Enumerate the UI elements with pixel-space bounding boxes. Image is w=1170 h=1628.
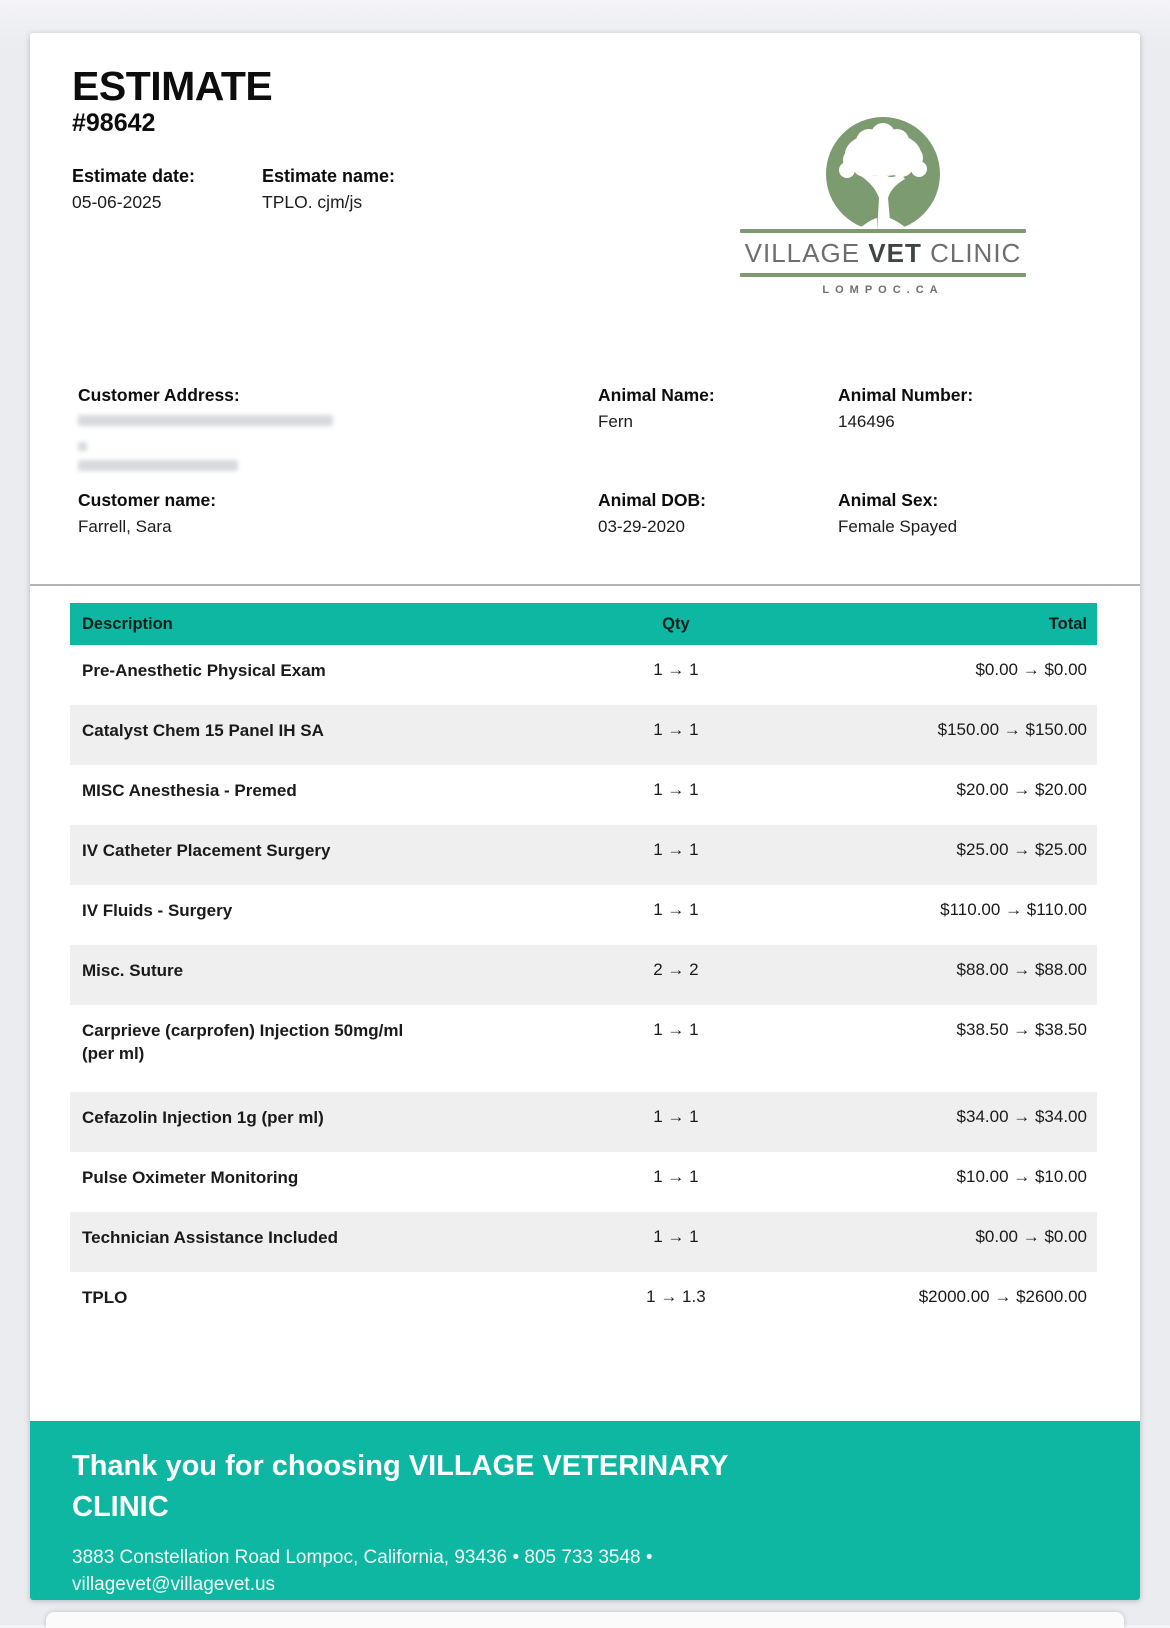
item-qty: 2 → 2 [653, 960, 699, 979]
table-row [70, 1272, 1097, 1332]
clinic-name-vet: VET [868, 238, 922, 268]
estimate-date-value: 05-06-2025 [72, 192, 162, 212]
clinic-name-clinic: CLINIC [930, 238, 1022, 268]
customer-address-redacted [78, 406, 318, 476]
column-header-description: Description [82, 614, 173, 633]
item-description: Catalyst Chem 15 Panel IH SA [82, 721, 324, 740]
animal-number-label: Animal Number: [838, 385, 974, 405]
clinic-contact-info [72, 1545, 1098, 1597]
customer-name-label: Customer name: [78, 490, 217, 510]
item-total: $10.00 → $10.00 [956, 1167, 1087, 1186]
estimate-number: #98642 [72, 109, 156, 137]
next-page-edge [46, 1612, 1124, 1628]
item-description: Pre-Anesthetic Physical Exam [82, 661, 326, 680]
animal-name-field [598, 385, 838, 432]
table-row [70, 705, 1097, 765]
item-total: $0.00 → $0.00 [975, 660, 1087, 679]
item-description: TPLO [82, 1288, 128, 1307]
animal-dob-label: Animal DOB: [598, 490, 706, 510]
item-qty: 1 → 1 [653, 900, 699, 919]
animal-name-value: Fern [598, 412, 633, 431]
item-description: Cefazolin Injection 1g (per ml) [82, 1108, 324, 1127]
tree-in-circle-icon [740, 107, 1026, 229]
table-row [70, 1212, 1097, 1272]
item-description: Misc. Suture [82, 961, 184, 980]
item-total: $0.00 → $0.00 [975, 1227, 1087, 1246]
item-description: IV Catheter Placement Surgery [82, 841, 331, 860]
estimate-name-label: Estimate name: [262, 166, 396, 186]
animal-number-field [838, 385, 1078, 432]
table-row [70, 1152, 1097, 1212]
thank-you-footer [30, 1421, 1140, 1600]
column-header-qty: Qty [662, 614, 690, 633]
thank-you-line1: Thank you for choosing VILLAGE VETERINARY [72, 1450, 729, 1482]
item-qty: 1 → 1 [653, 780, 699, 799]
item-total: $150.00 → $150.00 [937, 720, 1087, 739]
redacted-bar [78, 442, 87, 451]
estimate-date-label: Estimate date: [72, 166, 196, 186]
redacted-bar [78, 460, 238, 471]
clinic-name-village: VILLAGE [744, 238, 861, 268]
item-description: Pulse Oximeter Monitoring [82, 1168, 299, 1187]
item-qty: 1 → 1 [653, 720, 699, 739]
item-qty: 1 → 1 [653, 660, 699, 679]
clinic-name [740, 233, 1026, 273]
table-row [70, 1005, 1097, 1092]
item-qty: 1 → 1 [653, 840, 699, 859]
item-total: $25.00 → $25.00 [956, 840, 1087, 859]
item-total: $88.00 → $88.00 [956, 960, 1087, 979]
estimate-name-field [262, 166, 492, 213]
logo-rule-top [740, 229, 1026, 233]
table-row [70, 645, 1097, 705]
table-header-row [70, 603, 1097, 645]
item-qty: 1 → 1 [653, 1227, 699, 1246]
item-description: MISC Anesthesia - Premed [82, 781, 297, 800]
item-qty: 1 → 1.3 [646, 1287, 706, 1306]
item-description: Technician Assistance Included [82, 1228, 339, 1247]
page-title: ESTIMATE [72, 63, 273, 109]
customer-name-value: Farrell, Sara [78, 517, 172, 536]
animal-name-label: Animal Name: [598, 385, 715, 405]
clinic-logo [740, 107, 1026, 296]
clinic-email: villagevet@villagevet.us [72, 1573, 276, 1595]
item-total: $2000.00 → $2600.00 [918, 1287, 1087, 1306]
column-header-total: Total [1048, 614, 1087, 633]
logo-rule-bottom [740, 273, 1026, 277]
item-qty: 1 → 1 [653, 1167, 699, 1186]
section-divider [30, 584, 1140, 586]
animal-dob-value: 03-29-2020 [598, 517, 685, 536]
animal-sex-field [838, 490, 1078, 537]
customer-name-field [78, 490, 318, 537]
customer-address-label: Customer Address: [78, 385, 240, 405]
table-row [70, 885, 1097, 945]
estimate-name-value: TPLO. cjm/js [262, 192, 363, 212]
animal-dob-field [598, 490, 838, 537]
animal-sex-label: Animal Sex: [838, 490, 939, 510]
item-total: $38.50 → $38.50 [956, 1020, 1087, 1039]
clinic-address-phone: 3883 Constellation Road Lompoc, California, 93436 • 805 733 3548 • [72, 1547, 653, 1569]
thank-you-line2: CLINIC [72, 1491, 169, 1524]
item-description: Carprieve (carprofen) Injection 50mg/ml (per ml) [82, 1021, 404, 1063]
item-total: $34.00 → $34.00 [956, 1107, 1087, 1126]
item-qty: 1 → 1 [653, 1020, 699, 1039]
clinic-location: LOMPOC.CA [822, 284, 944, 296]
table-row [70, 945, 1097, 1005]
table-row [70, 825, 1097, 885]
redacted-bar [78, 415, 333, 426]
item-total: $110.00 → $110.00 [940, 900, 1087, 919]
customer-address-field [78, 385, 318, 476]
estimate-document-page [30, 33, 1140, 1600]
item-total: $20.00 → $20.00 [956, 780, 1087, 799]
thank-you-message [72, 1446, 1098, 1528]
line-items-table [70, 603, 1097, 1332]
table-row [70, 1092, 1097, 1152]
item-description: IV Fluids - Surgery [82, 901, 233, 920]
animal-sex-value: Female Spayed [838, 517, 958, 536]
animal-number-value: 146496 [838, 412, 895, 431]
table-row [70, 765, 1097, 825]
item-qty: 1 → 1 [653, 1107, 699, 1126]
